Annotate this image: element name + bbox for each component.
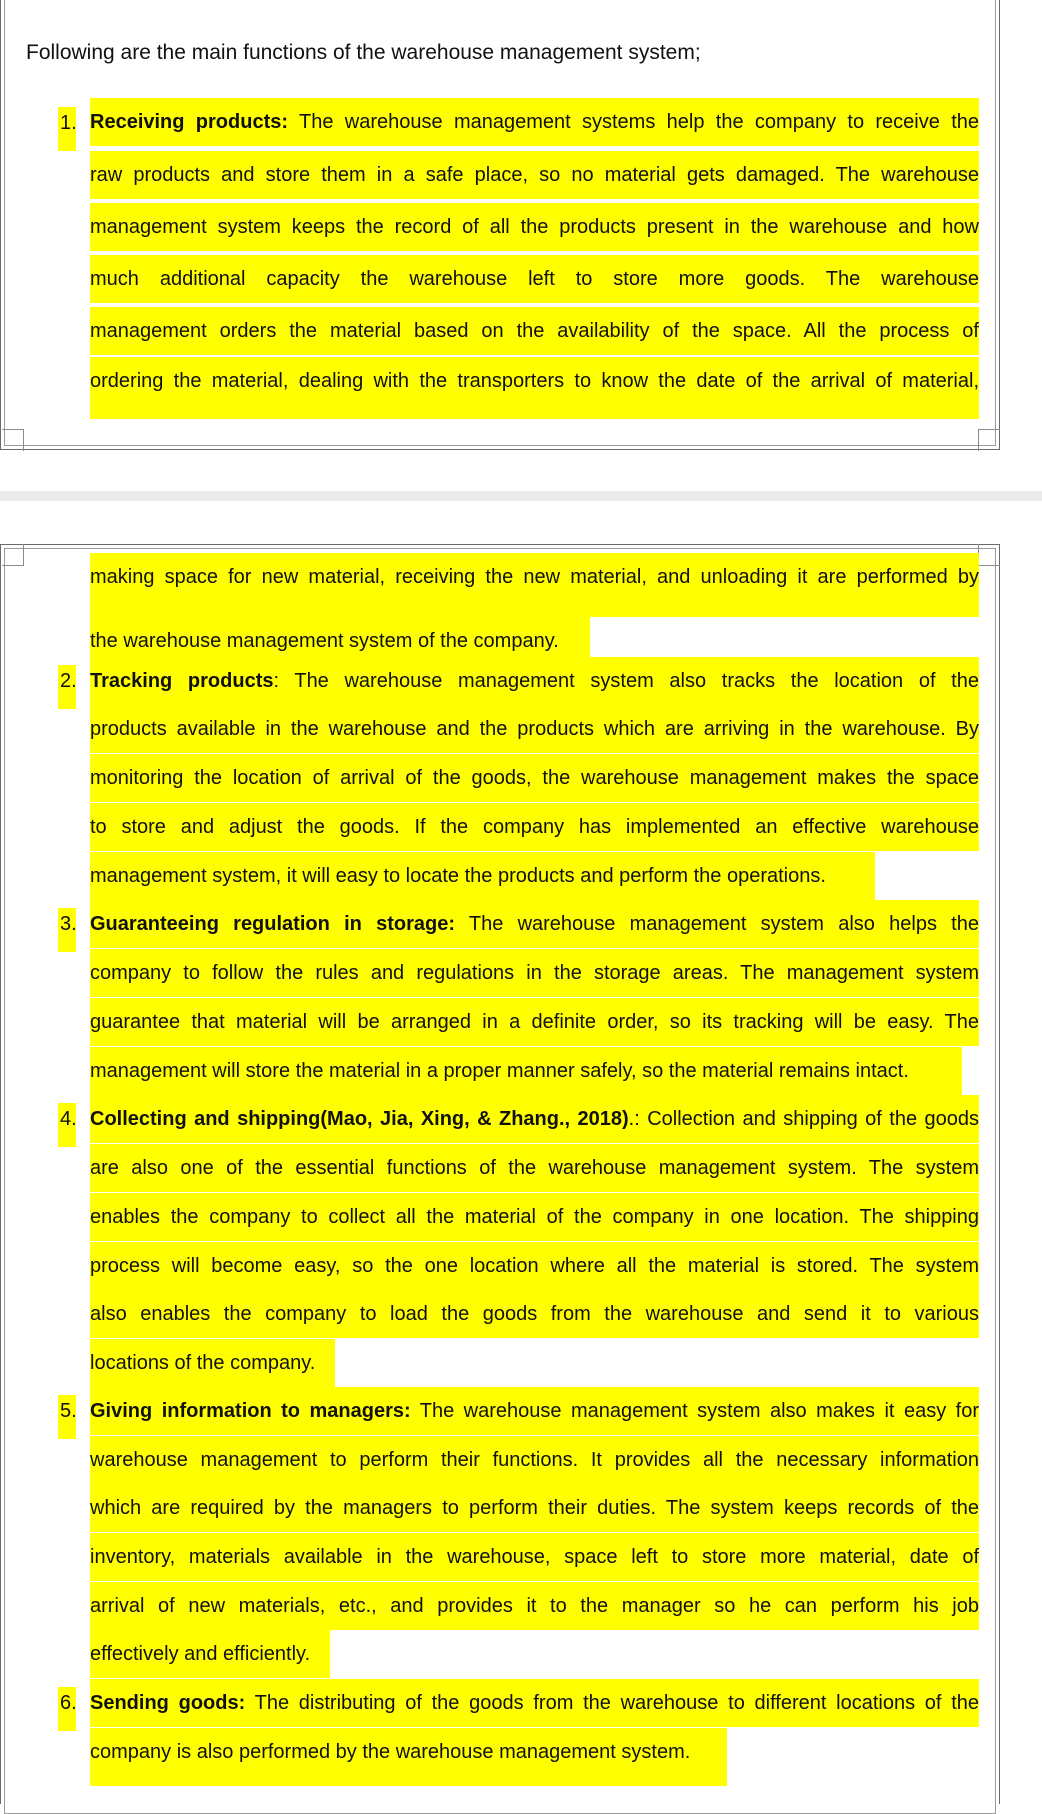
list-item-line: company to follow the rules and regulations in the storage areas. The management system <box>90 949 979 997</box>
list-number: 3. <box>58 908 76 952</box>
list-item-line: inventory, materials available in the warehouse, space left to store more material, date of <box>90 1533 979 1581</box>
list-number: 5. <box>58 1395 76 1439</box>
list-item-line: monitoring the location of arrival of the goods, the warehouse management makes the space <box>90 754 979 802</box>
list-item-title: Sending goods: <box>90 1692 246 1714</box>
intro-paragraph: Following are the main functions of the warehouse management system; <box>26 41 701 64</box>
list-item-line: to store and adjust the goods. If the company has implemented an effective warehouse <box>90 803 979 851</box>
list-item-line: ordering the material, dealing with the transporters to know the date of the arrival of material, <box>90 357 979 419</box>
list-number: 6. <box>58 1687 76 1731</box>
list-item-line: warehouse management to perform their functions. It provides all the necessary information <box>90 1436 979 1484</box>
list-item-line: Receiving products: The warehouse management systems help the company to receive the <box>90 98 979 146</box>
list-item-line: management will store the material in a proper manner safely, so the material remains intact. <box>90 1047 962 1095</box>
list-item-line: also enables the company to load the goods from the warehouse and send it to various <box>90 1290 979 1338</box>
list-item-line: much additional capacity the warehouse left to store more goods. The warehouse <box>90 255 979 303</box>
list-number: 4. <box>58 1103 76 1147</box>
list-item-title: Tracking products <box>90 670 274 692</box>
page-gap <box>0 491 1042 501</box>
list-item-line: process will become easy, so the one location where all the material is stored. The system <box>90 1242 979 1290</box>
list-item-line: raw products and store them in a safe place, so no material gets damaged. The warehouse <box>90 151 979 199</box>
list-item-line: Guaranteeing regulation in storage: The warehouse management system also helps the <box>90 900 979 948</box>
list-item-line: are also one of the essential functions of the warehouse management system. The system <box>90 1144 979 1192</box>
list-item-title: Collecting and shipping(Mao, Jia, Xing, & Zhang., 2018) <box>90 1108 629 1130</box>
crop-mark <box>2 544 24 566</box>
list-item-line: products available in the warehouse and the products which are arriving in the warehouse. By <box>90 705 979 753</box>
list-item-line: the warehouse management system of the company. <box>90 617 590 665</box>
list-item-line: management system keeps the record of all the products present in the warehouse and how <box>90 203 979 251</box>
list-item-line: Tracking products: The warehouse management system also tracks the location of the <box>90 657 979 705</box>
list-number: 1. <box>58 107 76 151</box>
list-item-line: which are required by the managers to perform their duties. The system keeps records of the <box>90 1484 979 1532</box>
crop-mark <box>978 544 1000 566</box>
list-item-line: management system, it will easy to locate the products and perform the operations. <box>90 852 875 900</box>
list-item-line: Sending goods: The distributing of the goods from the warehouse to different locations of the <box>90 1679 979 1727</box>
crop-mark <box>2 429 24 451</box>
list-number: 2. <box>58 665 76 709</box>
list-item-title: Receiving products: <box>90 111 289 133</box>
list-item-line: arrival of new materials, etc., and provides it to the manager so he can perform his job <box>90 1582 979 1630</box>
list-item-line: guarantee that material will be arranged in a definite order, so its tracking will be easy. The <box>90 998 979 1046</box>
list-item-line: effectively and efficiently. <box>90 1630 330 1678</box>
list-item-line: management orders the material based on the availability of the space. All the process of <box>90 307 979 355</box>
list-item-line: Collecting and shipping(Mao, Jia, Xing, & Zhang., 2018).: Collection and shipping of the goods <box>90 1095 979 1143</box>
list-item-line: Giving information to managers: The warehouse management system also makes it easy for <box>90 1387 979 1435</box>
list-item-title: Giving information to managers: <box>90 1400 411 1422</box>
crop-mark <box>978 429 1000 451</box>
list-item-line: enables the company to collect all the material of the company in one location. The shipping <box>90 1193 979 1241</box>
list-item-line: company is also performed by the warehouse management system. <box>90 1728 727 1786</box>
list-item-line: making space for new material, receiving the new material, and unloading it are performed by <box>90 553 979 617</box>
list-item-title: Guaranteeing regulation in storage: <box>90 913 455 935</box>
list-item-line: locations of the company. <box>90 1339 335 1387</box>
